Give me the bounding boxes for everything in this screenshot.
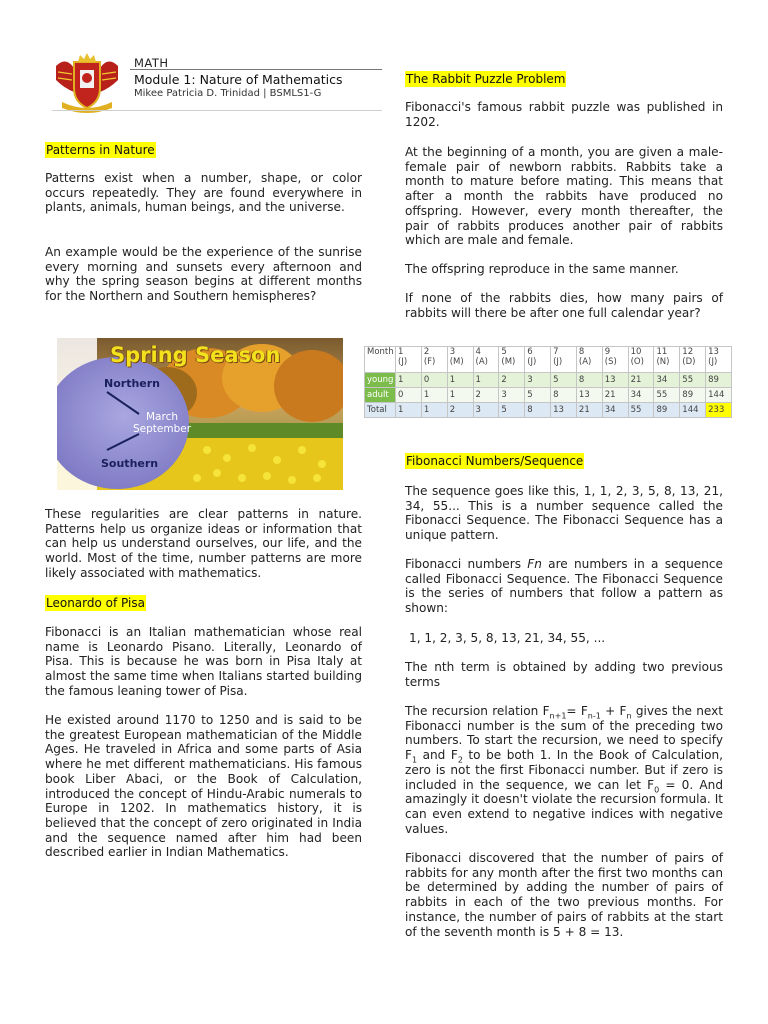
table-cell: 55 bbox=[680, 373, 706, 388]
table-cell: 3 bbox=[473, 403, 499, 418]
table-cell: 21 bbox=[628, 373, 654, 388]
module-title: Module 1: Nature of Mathematics bbox=[134, 72, 343, 87]
table-cell: 1 bbox=[473, 373, 499, 388]
southern-label: Southern bbox=[101, 457, 159, 470]
table-cell: 10 (O) bbox=[628, 347, 654, 373]
rabbit-population-table bbox=[364, 346, 732, 418]
fibonacci-paragraph-5: Fibonacci discovered that the number of pairs of rabbits for any month after the first two months can be determined by adding the number of pairs of rabbits in each of the two previous months. For instance, the number of pairs of rabbits at the start of the seventh month is 5 + 8 = 13. bbox=[405, 851, 723, 939]
table-cell: 11 (N) bbox=[654, 347, 680, 373]
table-cell: 1 bbox=[396, 403, 422, 418]
leonardo-heading: Leonardo of Pisa bbox=[46, 596, 145, 610]
table-cell: 55 bbox=[654, 388, 680, 403]
table-cell: 3 bbox=[525, 373, 551, 388]
table-cell: 1 bbox=[447, 388, 473, 403]
table-cell: 7 (J) bbox=[551, 347, 577, 373]
spring-season-title: Spring Season bbox=[110, 343, 281, 367]
leonardo-paragraph-1: Fibonacci is an Italian mathematician whose real name is Leonardo Pisano. Literally, Leonardo of Pisa. This is because he was born in Pisa Italy at almost the same time when Italians started building the famous leaning tower of Pisa. bbox=[45, 625, 362, 698]
rabbit-paragraph-3: The offspring reproduce in the same manner. bbox=[405, 262, 679, 276]
table-cell: 144 bbox=[706, 388, 732, 403]
september-label: September bbox=[132, 423, 192, 435]
fibonacci-sequence-line: 1, 1, 2, 3, 5, 8, 13, 21, 34, 55, ... bbox=[409, 631, 606, 645]
table-cell: 13 bbox=[576, 388, 602, 403]
march-label: March bbox=[145, 411, 178, 423]
table-cell: 3 bbox=[499, 388, 525, 403]
table-cell: 2 bbox=[473, 388, 499, 403]
table-row-adult bbox=[365, 388, 732, 403]
author-line: Mikee Patricia D. Trinidad | BSMLS1-G bbox=[134, 88, 322, 99]
table-cell: 5 bbox=[499, 403, 525, 418]
table-cell: 5 bbox=[551, 373, 577, 388]
fibonacci-paragraph-4: The recursion relation $F_{n+1}= F_{n-1} + F_n$ gives the next Fibonacci number is the sum of the preceding two numbers. To start the recursion, we need to specify $F_1$ and $F_2$ to be both 1. In the Book of Calculation, zero is not the first Fibonacci number. But if zero is included in the sequence, we can let $F_0 = 0$. And amazingly it doesn't violate the recursion formula. It can even extend to negative indices with negative values. bbox=[405, 704, 723, 836]
table-row-month bbox=[365, 347, 732, 373]
table-cell: 4 (A) bbox=[473, 347, 499, 373]
row-label-month: Month bbox=[365, 347, 396, 373]
fibonacci-paragraph-1: The sequence goes like this, 1, 1, 2, 3, 5, 8, 13, 21, 34, 55... This is a number sequence called the Fibonacci Sequence. The Fibonacci Sequence has a unique pattern. bbox=[405, 484, 723, 543]
table-cell: 2 bbox=[447, 403, 473, 418]
table-row-young bbox=[365, 373, 732, 388]
row-label-adult: adult bbox=[365, 388, 396, 403]
table-cell: 6 (J) bbox=[525, 347, 551, 373]
table-cell: 89 bbox=[680, 388, 706, 403]
table-cell: 55 bbox=[628, 403, 654, 418]
table-cell: 1 bbox=[396, 373, 422, 388]
table-cell: 89 bbox=[654, 403, 680, 418]
table-cell: 144 bbox=[680, 403, 706, 418]
rabbit-paragraph-4: If none of the rabbits dies, how many pairs of rabbits will there be after one full calendar year? bbox=[405, 291, 723, 320]
table-cell: 5 (M) bbox=[499, 347, 525, 373]
header-divider bbox=[52, 110, 382, 111]
patterns-paragraph-2: An example would be the experience of the sunrise every morning and sunsets every afternoon and why the spring season begins at different months for the Northern and Southern hemispheres? bbox=[45, 245, 362, 304]
fibonacci-paragraph-3: The nth term is obtained by adding two previous terms bbox=[405, 660, 723, 689]
table-cell: 9 (S) bbox=[602, 347, 628, 373]
table-cell: 8 bbox=[525, 403, 551, 418]
leonardo-paragraph-2: He existed around 1170 to 1250 and is said to be the greatest European mathematician of the Middle Ages. He traveled in Africa and some parts of Asia where he met different mathematicians. His famous book Liber Abaci, or the Book of Calculation, introduced the concept of Hindu-Arabic numerals to Europe in 1202. In mathematics history, it is believed that the concept of zero originated in India and the sequence named after him had been described earlier in Indian Mathematics. bbox=[45, 713, 362, 860]
table-cell: 8 (A) bbox=[576, 347, 602, 373]
table-cell: 8 bbox=[551, 388, 577, 403]
table-cell: 13 bbox=[602, 373, 628, 388]
table-cell: 12 (D) bbox=[680, 347, 706, 373]
school-crest-logo bbox=[52, 52, 122, 114]
table-cell: 1 bbox=[421, 403, 447, 418]
table-cell: 34 bbox=[602, 403, 628, 418]
fibonacci-paragraph-2: Fibonacci numbers Fn are numbers in a sequence called Fibonacci Sequence. The Fibonacci Sequence is the series of numbers that follow a pattern as shown: bbox=[405, 557, 723, 616]
patterns-heading: Patterns in Nature bbox=[46, 143, 155, 157]
fibonacci-heading: Fibonacci Numbers/Sequence bbox=[406, 454, 584, 468]
row-label-young: young bbox=[365, 373, 396, 388]
row-label-total: Total bbox=[365, 403, 396, 418]
rabbit-paragraph-1: Fibonacci's famous rabbit puzzle was published in 1202. bbox=[405, 100, 723, 129]
table-cell: 21 bbox=[602, 388, 628, 403]
table-cell: 3 (M) bbox=[447, 347, 473, 373]
table-cell: 1 bbox=[447, 373, 473, 388]
table-cell: 21 bbox=[576, 403, 602, 418]
rabbit-paragraph-2: At the beginning of a month, you are given a male-female pair of newborn rabbits. Rabbits take a month to mature before mating. This means that after a month the rabbits have produced no offspring. However, every month thereafter, the pair of rabbits produces another pair of rabbits which are male and female. bbox=[405, 145, 723, 248]
table-cell: 5 bbox=[525, 388, 551, 403]
table-cell: 1 bbox=[421, 388, 447, 403]
table-cell: 34 bbox=[628, 388, 654, 403]
table-cell: 89 bbox=[706, 373, 732, 388]
table-cell: 1 (J) bbox=[396, 347, 422, 373]
table-cell: 13 bbox=[551, 403, 577, 418]
subject-label: MATH bbox=[134, 56, 169, 70]
table-cell: 34 bbox=[654, 373, 680, 388]
table-cell: 2 (F) bbox=[421, 347, 447, 373]
table-cell: 0 bbox=[421, 373, 447, 388]
patterns-paragraph-1: Patterns exist when a number, shape, or color occurs repeatedly. They are found everywhere in plants, animals, human beings, and the universe. bbox=[45, 171, 362, 215]
patterns-paragraph-3: These regularities are clear patterns in nature. Patterns help us organize ideas or information that can help us understand ourselves, our life, and the world. Most of the time, number patterns are more likely associated with mathematics. bbox=[45, 507, 362, 580]
northern-label: Northern bbox=[104, 377, 160, 390]
table-row-total bbox=[365, 403, 732, 418]
rabbit-heading: The Rabbit Puzzle Problem bbox=[406, 72, 566, 86]
table-cell: 2 bbox=[499, 373, 525, 388]
table-cell-highlighted-total: 233 bbox=[706, 403, 732, 418]
table-cell: 0 bbox=[396, 388, 422, 403]
table-cell: 13 (J) bbox=[706, 347, 732, 373]
table-cell: 8 bbox=[576, 373, 602, 388]
